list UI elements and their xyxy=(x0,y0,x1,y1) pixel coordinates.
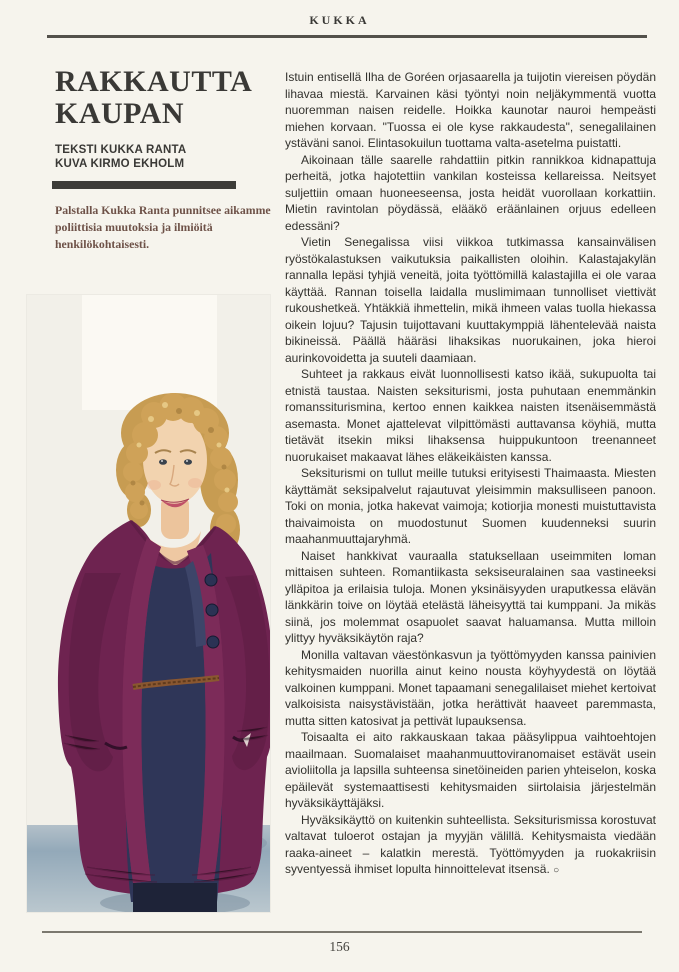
dress-bottom-shadow xyxy=(133,883,217,912)
paragraph: Monilla valtavan väestönkasvun ja työttömyyden kanssa painivien kehitysmaiden nuorilla ainut keino nousta köyhyydestä on löytää valkoinen kumppani. Monet tapaamani senegalilaiset miehet kertoivat valkoisista naisystävistään, jotka herättivät haaveet paremmasta, mutta sitten katosivat ja pettivät lupauksensa. xyxy=(285,647,656,728)
paragraph-text: Hyväksikäyttö on kuitenkin suhteellista. Seksiturismissa korostuvat valtavat tuloerot ostajan ja myyjän välillä. Kehitysmaista viedään raaka-aineet – kalatkin merestä. Työttömyyden ja ruokakriisin syventyessä ihmiset lopulta hinnoittelevat itsensä. xyxy=(285,812,656,876)
paragraph: Istuin entisellä Ilha de Goréen orjasaarella ja tuijotin viereisen pöydän lihavaa miestä. Karvainen käsi työntyi noin neljäkymmentä vuotta nuoremman naisen reidelle. Hoikka kaunotar nauroi hempeästi miehen korvaan. "Tuossa ei ole kyse rakkaudesta", senegalilainen ystäväni sanoi. Elintasokuilun tuottama valta-asetelma puistatti. xyxy=(285,70,656,150)
paragraph: Seksiturismi on tullut meille tutuksi erityisesti Thaimaasta. Miesten käyttämät seksipalvelut rajautuvat yleisimmin maksulliseen panoon. Toki on monia, jotka hakevat vaimoja; kotiorjia monesti muistuttavista thaivaimoista on muodostunut Suomen kuudenneksi suurin maahanmuuttajaryhmä. xyxy=(285,466,656,546)
photo-wall-bright-patch xyxy=(82,295,217,410)
paragraph: Suhteet ja rakkaus eivät luonnollisesti katso ikää, sukupuolta tai etnistä taustaa. Naisten seksiturismi, josta puhutaan enemmänkin romanssiturismina, kertoo ennen kaikkea naisten itsenäisemmästä asemasta. Monet ajattelevat vilpittömästi auttavansa köyhiä, mutta tietävät itsekin miksi lihaksensa huippukuntoon treenanneet nuorukaiset makaavat lähes eläkeikäisten kanssa. xyxy=(285,367,656,464)
paragraph: Aikoinaan tälle saarelle rahdattiin pitkin rannikkoa kidnapattuja perheitä, jotka hajotettiin vankilan kosteissa kellareissa. Neitsyet suljettiin omaan huoneeseensa, josta heidät vuorollaan korkattiin. Mietin ravintolan pöydässä, elääkö eräänlainen orjuus edelleen edessäni? xyxy=(285,152,656,233)
paragraph: Naiset hankkivat vauraalla statuksellaan useimmiten loman mittaisen suhteen. Romantiikasta seksiseuralainen saa vastineeksi ylläpitoa ja erilaisia tuloja. Monen yksinäisyyden uraputkessa elävän länkkärin toive on löytää etelästä läheisyyttä tai kumppani. Ja mikäs siinä, jos molemmat osapuolet saavat haluamansa. Mutta milloin ylittyy hyväksikäytön raja? xyxy=(285,548,656,645)
magazine-name: KUKKA xyxy=(309,13,370,27)
section-divider-bar xyxy=(52,181,236,189)
article-title-line1: RAKKAUTTA xyxy=(55,65,253,98)
article-title xyxy=(55,66,280,130)
portrait-illustration xyxy=(27,295,270,912)
portrait-photo xyxy=(27,295,270,912)
body-text-column xyxy=(285,69,656,927)
cheek-left xyxy=(147,480,161,490)
byline-text: TEKSTI KUKKA RANTA xyxy=(55,144,187,156)
paragraph: Toisaalta ei aito rakkauskaan takaa pääsylippua vaihtoehtojen maailmaan. Suomalaiset maahanmuuttoviranomaiset estävät usein avioliitolla ja lapsilla suhteensa sinetöineiden parien yhteiselon, koska epäilevät systemaattisesti kehitysmaiden siirtolaisia järjestelmän hyväksikäyttäjäksi. xyxy=(285,730,656,810)
byline xyxy=(55,144,275,171)
article-title-line2: KAUPAN xyxy=(55,97,185,130)
paragraph: Vietin Senegalissa viisi viikkoa tutkimassa kansainvälisen ryöstökalastuksen vaikutuksia paikallisten oloihin. Kalastajakylän rannalla lepäsi tyhjiä veneitä, joita työttömillä kalastajilla ei ole varaa käyttää. Rannan toisella laidalla muslimimaan tunnolliset viettivät rukoushetkeä. Yhtäkkiä ihmettelin, mikä ihmeen valas tuolla hiekassa oikein lojuu? Tajusin tuijottavani kuuttakymppiä lähentelevää naista bikineissä. Päällä hääräsi lihaksikas nuorukainen, joka hieroi aurinkovoidetta ja suuteli daamiaan. xyxy=(285,235,656,365)
column-intro: Palstalla Kukka Ranta punnitsee aikamme poliittisia muutoksia ja ilmiöitä henkilökohtaisesti. xyxy=(55,203,271,251)
footer-rule xyxy=(42,931,642,933)
eye-left xyxy=(159,459,167,465)
header-rule xyxy=(47,35,647,38)
paragraph xyxy=(285,812,656,880)
cheek-right xyxy=(188,478,202,488)
eye-right xyxy=(184,459,192,465)
page-number: 156 xyxy=(329,939,350,954)
end-of-article-mark: ○ xyxy=(553,865,560,876)
byline-photo: KUVA KIRMO EKHOLM xyxy=(55,157,185,170)
